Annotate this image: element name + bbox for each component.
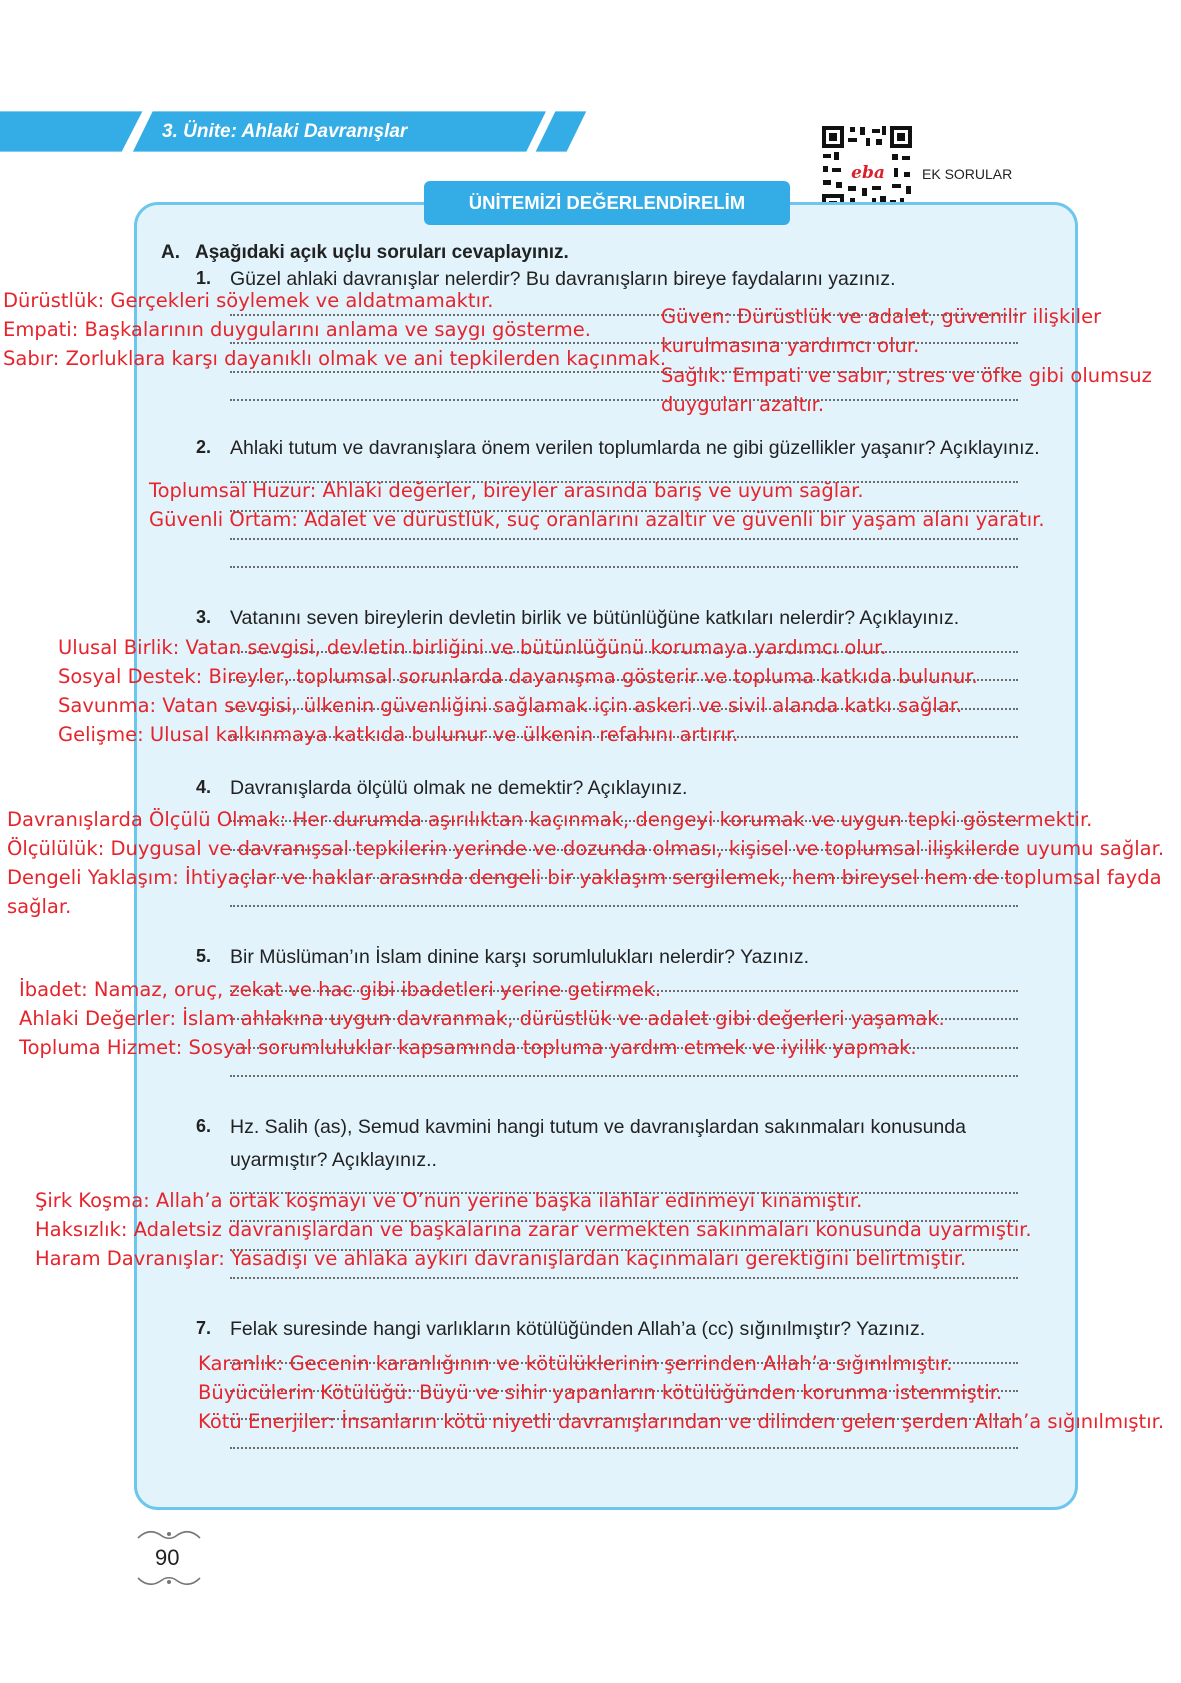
ornament-top-icon: [134, 1528, 204, 1544]
answer-text: Haram Davranışlar: Yasadışı ve ahlaka aykırı davranışlardan kaçınmaları gerektiğini belirtmiştir.: [35, 1247, 967, 1270]
question-text: Felak suresinde hangi varlıkların kötülüğünden Allah’a (cc) sığınılmıştır? Yazınız.: [230, 1318, 926, 1340]
question-text: Bir Müslüman’ın İslam dinine karşı sorumlulukları nelerdir? Yazınız.: [230, 946, 810, 968]
question-text: uyarmıştır? Açıklayınız..: [230, 1149, 437, 1171]
unit-title: 3. Ünite: Ahlaki Davranışlar: [162, 121, 408, 142]
answer-text: sağlar.: [7, 895, 72, 918]
answer-text: Ölçülülük: Duygusal ve davranışsal tepkilerin yerinde ve dozunda olması, kişisel ve toplumsal ilişkilerde uyumu sağlar.: [7, 837, 1165, 860]
answer-line[interactable]: [230, 399, 1018, 401]
question-number: 1.: [196, 268, 212, 288]
answer-text: duyguları azaltır.: [661, 393, 825, 416]
answer-line[interactable]: [230, 1447, 1018, 1449]
answer-text: Sosyal Destek: Bireyler, toplumsal sorunlarda dayanışma gösterir ve topluma katkıda bulunur.: [58, 665, 978, 688]
question-text: Vatanını seven bireylerin devletin birlik ve bütünlüğüne katkıları nelerdir? Açıklayınız.: [230, 607, 960, 629]
section-tag: ÜNİTEMİZİ DEĞERLENDİRELİM: [424, 181, 790, 225]
answer-text: Savunma: Vatan sevgisi, ülkenin güvenliğini sağlamak için askeri ve sivil alanda katkı sağlar.: [58, 694, 963, 717]
answer-line[interactable]: [230, 905, 1018, 907]
question-number: 6.: [196, 1116, 212, 1136]
answer-text: Davranışlarda Ölçülü Olmak: Her durumda aşırılıktan kaçınmak, dengeyi korumak ve uygun tepki göstermektir.: [7, 808, 1093, 831]
answer-text: Ahlaki Değerler: İslam ahlakına uygun davranmak, dürüstlük ve adalet gibi değerleri yaşamak.: [19, 1007, 945, 1030]
answer-text: kurulmasına yardımcı olur.: [661, 334, 920, 357]
answer-text: Kötü Enerjiler: İnsanların kötü niyetli davranışlarından ve dilinden gelen şerden Allah’a sığınılmıştır.: [198, 1410, 1165, 1433]
question-text: Davranışlarda ölçülü olmak ne demektir? Açıklayınız.: [230, 777, 688, 799]
answer-line[interactable]: [230, 1277, 1018, 1279]
answer-text: Ulusal Birlik: Vatan sevgisi, devletin birliğini ve bütünlüğünü korumaya yardımcı olur.: [58, 636, 887, 659]
answer-text: Büyücülerin Kötülüğü: Büyü ve sihir yapanların kötülüğünden korunma istenmiştir.: [198, 1381, 1003, 1404]
answer-text: Karanlık: Gecenin karanlığının ve kötülüklerinin şerrinden Allah’a sığınılmıştır.: [198, 1352, 953, 1375]
section-letter: A.: [161, 242, 180, 263]
question-text: Ahlaki tutum ve davranışlara önem verilen toplumlarda ne gibi güzellikler yaşanır? Açıklayınız.: [230, 437, 1040, 459]
answer-line[interactable]: [230, 566, 1018, 568]
answer-text: Dürüstlük: Gerçekleri söylemek ve aldatmamaktır.: [3, 289, 494, 312]
answer-text: Empati: Başkalarının duygularını anlama ve saygı gösterme.: [3, 318, 591, 341]
question-number: 3.: [196, 607, 212, 627]
section-title: Aşağıdaki açık uçlu soruları cevaplayınız.: [195, 242, 569, 263]
answer-line[interactable]: [230, 538, 1018, 540]
question-number: 2.: [196, 437, 212, 457]
question-number: 7.: [196, 1318, 212, 1338]
question-text: Güzel ahlaki davranışlar nelerdir? Bu davranışların bireye faydalarını yazınız.: [230, 268, 896, 290]
answer-line[interactable]: [230, 1075, 1018, 1077]
answer-text: Gelişme: Ulusal kalkınmaya katkıda bulunur ve ülkenin refahını artırır.: [58, 723, 739, 746]
ek-sorular-label: EK SORULAR: [922, 166, 1013, 182]
answer-text: Sabır: Zorluklara karşı dayanıklı olmak ve ani tepkilerden kaçınmak.: [3, 347, 667, 370]
answer-text: Sağlık: Empati ve sabır, stres ve öfke gibi olumsuz: [661, 364, 1152, 387]
ornament-bottom-icon: [134, 1572, 204, 1588]
answer-text: Toplumsal Huzur: Ahlaki değerler, bireyler arasında barış ve uyum sağlar.: [149, 479, 864, 502]
question-number: 5.: [196, 946, 212, 966]
answer-text: Haksızlık: Adaletsiz davranışlardan ve başkalarına zarar vermekten sakınmaları konusunda uyarmıştır.: [35, 1218, 1032, 1241]
question-number: 4.: [196, 777, 212, 797]
answer-text: Güvenli Ortam: Adalet ve dürüstlük, suç oranlarını azaltır ve güvenli bir yaşam alanı yaratır.: [149, 508, 1045, 531]
page-number: 90: [155, 1545, 180, 1570]
answer-text: Güven: Dürüstlük ve adalet, güvenilir ilişkiler: [661, 305, 1102, 328]
answer-text: Şirk Koşma: Allah’a ortak koşmayı ve O’nun yerine başka ilahlar edinmeyi kınamıştır.: [35, 1189, 863, 1212]
answer-text: Dengeli Yaklaşım: İhtiyaçlar ve haklar arasında dengeli bir yaklaşım sergilemek, hem bireysel hem de toplumsal fayda: [7, 866, 1162, 889]
answer-text: Topluma Hizmet: Sosyal sorumluluklar kapsamında topluma yardım etmek ve iyilik yapmak.: [19, 1036, 917, 1059]
svg-text:eba: eba: [851, 163, 885, 183]
answer-text: İbadet: Namaz, oruç, zekat ve hac gibi ibadetleri yerine getirmek.: [19, 978, 662, 1001]
question-text: Hz. Salih (as), Semud kavmini hangi tutum ve davranışlardan sakınmaları konusunda: [230, 1116, 966, 1138]
